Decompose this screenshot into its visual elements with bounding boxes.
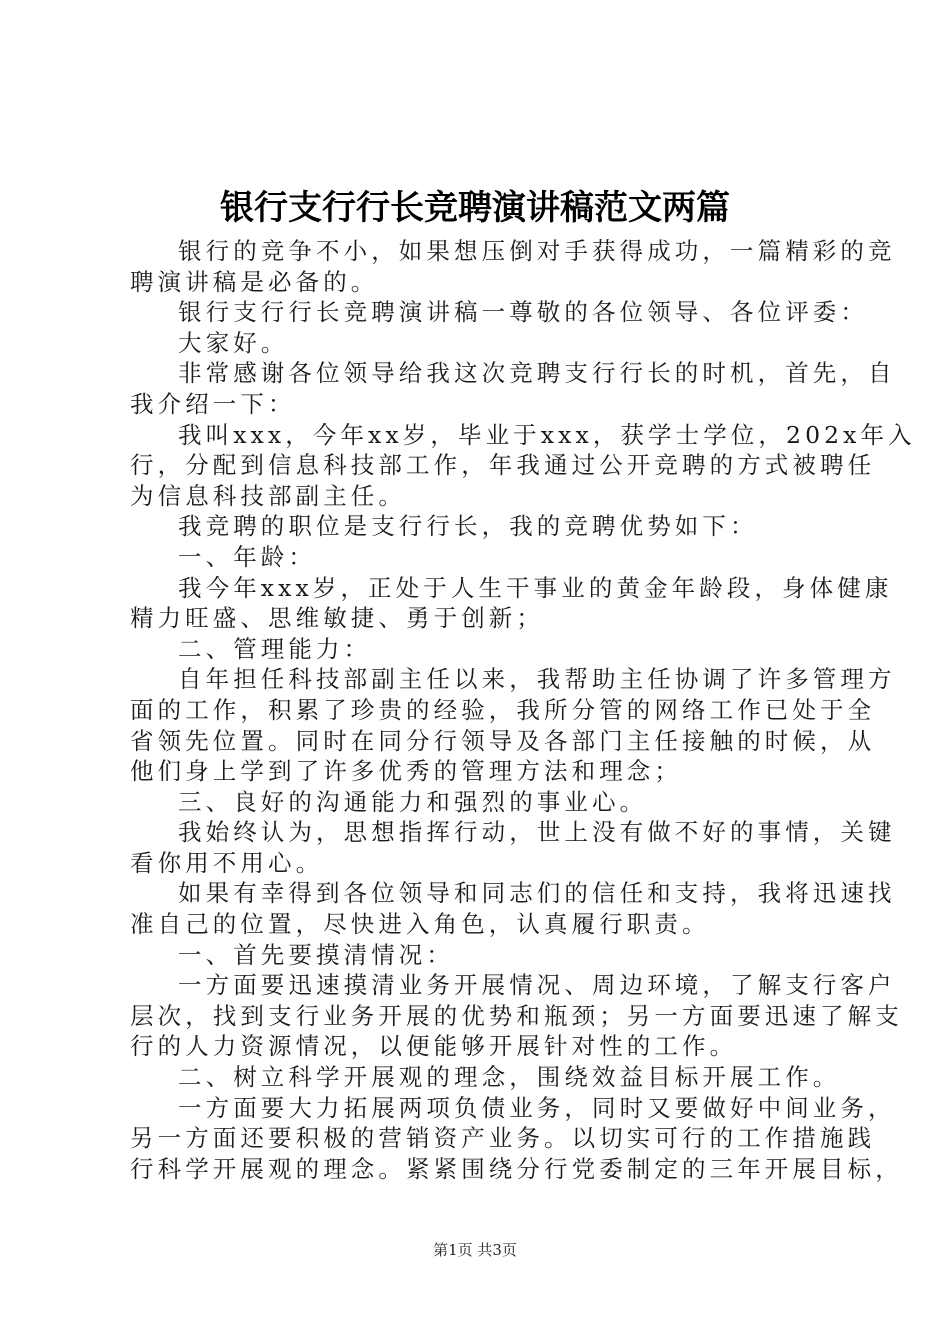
page-footer: 第1页 共3页 — [433, 1241, 517, 1259]
text-line: 非常感谢各位领导给我这次竞聘支行行长的时机，首先，自 — [178, 359, 896, 388]
text-line: 我今年xxx岁，正处于人生干事业的黄金年龄段，身体健康 — [178, 573, 893, 602]
text-line: 准自己的位置，尽快进入角色，认真履行职责。 — [130, 910, 710, 939]
text-line: 面的工作，积累了珍贵的经验，我所分管的网络工作已处于全 — [130, 695, 876, 724]
text-line: 行科学开展观的理念。紧紧围绕分行党委制定的三年开展目标， — [130, 1154, 903, 1183]
text-line: 如果有幸得到各位领导和同志们的信任和支持，我将迅速找 — [178, 879, 896, 908]
text-line: 一方面要大力拓展两项负债业务，同时又要做好中间业务， — [178, 1093, 896, 1122]
text-line: 我介绍一下： — [130, 389, 296, 418]
text-line: 精力旺盛、思维敏捷、勇于创新； — [130, 604, 544, 633]
document-body — [130, 236, 916, 1184]
text-line: 三、良好的沟通能力和强烈的事业心。 — [178, 787, 648, 816]
text-line: 他们身上学到了许多优秀的管理方法和理念； — [130, 757, 682, 786]
text-line: 一、首先要摸清情况： — [178, 940, 454, 969]
text-line: 我竞聘的职位是支行行长，我的竞聘优势如下： — [178, 512, 758, 541]
text-line: 层次，找到支行业务开展的优势和瓶颈；另一方面要迅速了解支 — [130, 1001, 903, 1030]
text-line: 二、管理能力： — [178, 634, 372, 663]
document-title: 银行支行行长竞聘演讲稿范文两篇 — [220, 188, 730, 228]
text-line: 一方面要迅速摸清业务开展情况、周边环境，了解支行客户 — [178, 971, 896, 1000]
text-line: 省领先位置。同时在同分行领导及各部门主任接触的时候，从 — [130, 726, 876, 755]
text-line: 为信息科技部副主任。 — [130, 481, 406, 510]
text-line: 我始终认为，思想指挥行动，世上没有做不好的事情，关键 — [178, 818, 896, 847]
text-line: 银行支行行长竞聘演讲稿一尊敬的各位领导、各位评委： — [178, 298, 868, 327]
text-line: 一、年龄： — [178, 542, 316, 571]
text-line: 行，分配到信息科技部工作，年我通过公开竞聘的方式被聘任 — [130, 451, 876, 480]
text-line: 看你用不用心。 — [130, 848, 324, 877]
text-line: 我叫xxx，今年xx岁，毕业于xxx，获学士学位，202x年入 — [178, 420, 916, 449]
text-line: 自年担任科技部副主任以来，我帮助主任协调了许多管理方 — [178, 665, 896, 694]
text-line: 另一方面还要积极的营销资产业务。以切实可行的工作措施践 — [130, 1124, 876, 1153]
text-line: 银行的竞争不小，如果想压倒对手获得成功，一篇精彩的竞 — [178, 237, 896, 265]
text-line: 行的人力资源情况，以便能够开展针对性的工作。 — [130, 1032, 738, 1061]
text-line: 大家好。 — [178, 328, 289, 357]
text-line: 二、树立科学开展观的理念，围绕效益目标开展工作。 — [178, 1063, 841, 1092]
text-line: 聘演讲稿是必备的。 — [130, 267, 379, 296]
